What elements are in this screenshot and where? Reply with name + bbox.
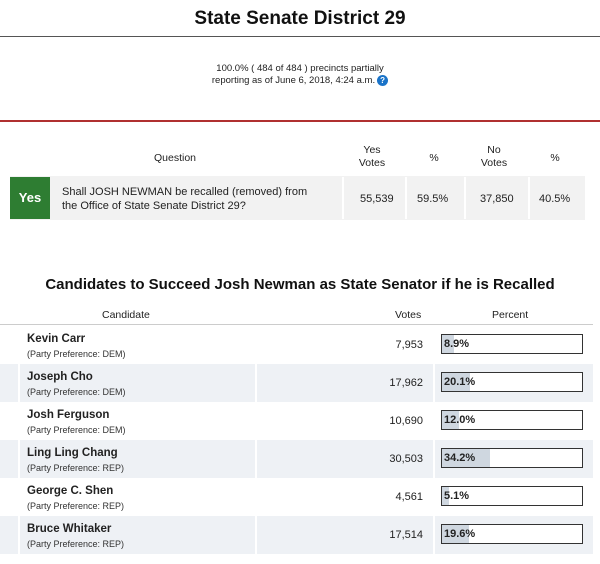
reporting-date: reporting as of June 6, 2018, 4:24 a.m.	[211, 75, 376, 87]
candidate-name: Bruce Whitaker	[27, 523, 112, 535]
header-no-votes	[474, 144, 514, 170]
percent-label: 19.6%	[444, 528, 476, 540]
reporting-status	[150, 63, 450, 87]
candidate-party: (Party Preference: DEM)	[27, 387, 126, 397]
candidate-name: Kevin Carr	[27, 333, 86, 345]
candidate-row	[0, 440, 593, 478]
row-divider	[18, 440, 20, 478]
percent-label: 20.1%	[444, 376, 476, 388]
header-yes-votes	[352, 144, 392, 170]
result-badge: Yes	[10, 177, 50, 219]
help-icon[interactable]: ?	[377, 75, 388, 86]
question-text-line1: Shall JOSH NEWMAN be recalled (removed) from	[62, 186, 308, 198]
no-votes-value: 37,850	[480, 193, 514, 205]
reporting-line-1: 100.0% ( 484 of 484 ) precincts partially	[216, 63, 384, 74]
column-divider	[528, 177, 530, 219]
header-yes-pct: %	[429, 152, 439, 164]
candidate-votes: 17,962	[389, 377, 423, 389]
candidate-party: (Party Preference: DEM)	[27, 349, 126, 359]
candidate-name: Josh Ferguson	[27, 409, 110, 421]
candidate-votes: 10,690	[389, 415, 423, 427]
header-candidate: Candidate	[102, 309, 150, 321]
row-divider	[255, 364, 257, 402]
header-question: Question	[153, 152, 197, 164]
candidate-row	[0, 364, 593, 402]
header-yes-votes-line2: Votes	[358, 157, 386, 169]
candidate-row	[0, 402, 593, 440]
percent-bar	[441, 524, 583, 544]
column-divider	[342, 177, 344, 219]
row-divider	[433, 516, 435, 554]
yes-votes-value: 55,539	[360, 193, 394, 205]
percent-bar	[441, 448, 583, 468]
candidate-votes: 4,561	[395, 491, 423, 503]
candidate-votes: 7,953	[395, 339, 423, 351]
column-divider	[405, 177, 407, 219]
header-no-pct: %	[550, 152, 560, 164]
candidate-party: (Party Preference: REP)	[27, 463, 125, 473]
candidate-name: Joseph Cho	[27, 371, 93, 383]
percent-bar	[441, 372, 583, 392]
candidate-party: (Party Preference: REP)	[27, 539, 125, 549]
row-divider	[255, 516, 257, 554]
percent-label: 5.1%	[444, 490, 470, 502]
percent-label: 34.2%	[444, 452, 476, 464]
candidate-row	[0, 516, 593, 554]
candidate-party: (Party Preference: REP)	[27, 501, 125, 511]
row-divider	[255, 440, 257, 478]
section-divider	[0, 120, 600, 122]
candidate-votes: 17,514	[389, 529, 423, 541]
header-no-votes-line1: No	[487, 144, 501, 156]
percent-label: 12.0%	[444, 414, 476, 426]
header-no-votes-line2: Votes	[480, 157, 508, 169]
row-divider	[18, 516, 20, 554]
row-divider	[433, 440, 435, 478]
page-title: State Senate District 29	[194, 8, 406, 29]
column-divider	[464, 177, 466, 219]
candidate-name: George C. Shen	[27, 485, 114, 497]
question-text	[62, 185, 342, 213]
question-text-line2: the Office of State Senate District 29?	[62, 200, 246, 212]
header-votes: Votes	[395, 309, 422, 321]
reporting-line-2	[150, 75, 450, 87]
row-divider	[433, 364, 435, 402]
percent-label: 8.9%	[444, 338, 470, 350]
percent-bar	[441, 410, 583, 430]
candidates-title: Candidates to Succeed Josh Newman as State Senator if he is Recalled	[45, 276, 555, 293]
row-divider	[18, 364, 20, 402]
candidate-row	[0, 326, 593, 364]
header-percent: Percent	[492, 309, 529, 321]
yes-pct-value: 59.5%	[417, 193, 449, 205]
title-divider	[0, 36, 600, 37]
candidate-row	[0, 478, 593, 516]
percent-bar	[441, 334, 583, 354]
header-yes-votes-line1: Yes	[363, 144, 381, 156]
candidate-votes: 30,503	[389, 453, 423, 465]
percent-bar	[441, 486, 583, 506]
candidate-party: (Party Preference: DEM)	[27, 425, 126, 435]
no-pct-value: 40.5%	[539, 193, 571, 205]
candidate-name: Ling Ling Chang	[27, 447, 118, 459]
header-divider	[0, 324, 593, 325]
